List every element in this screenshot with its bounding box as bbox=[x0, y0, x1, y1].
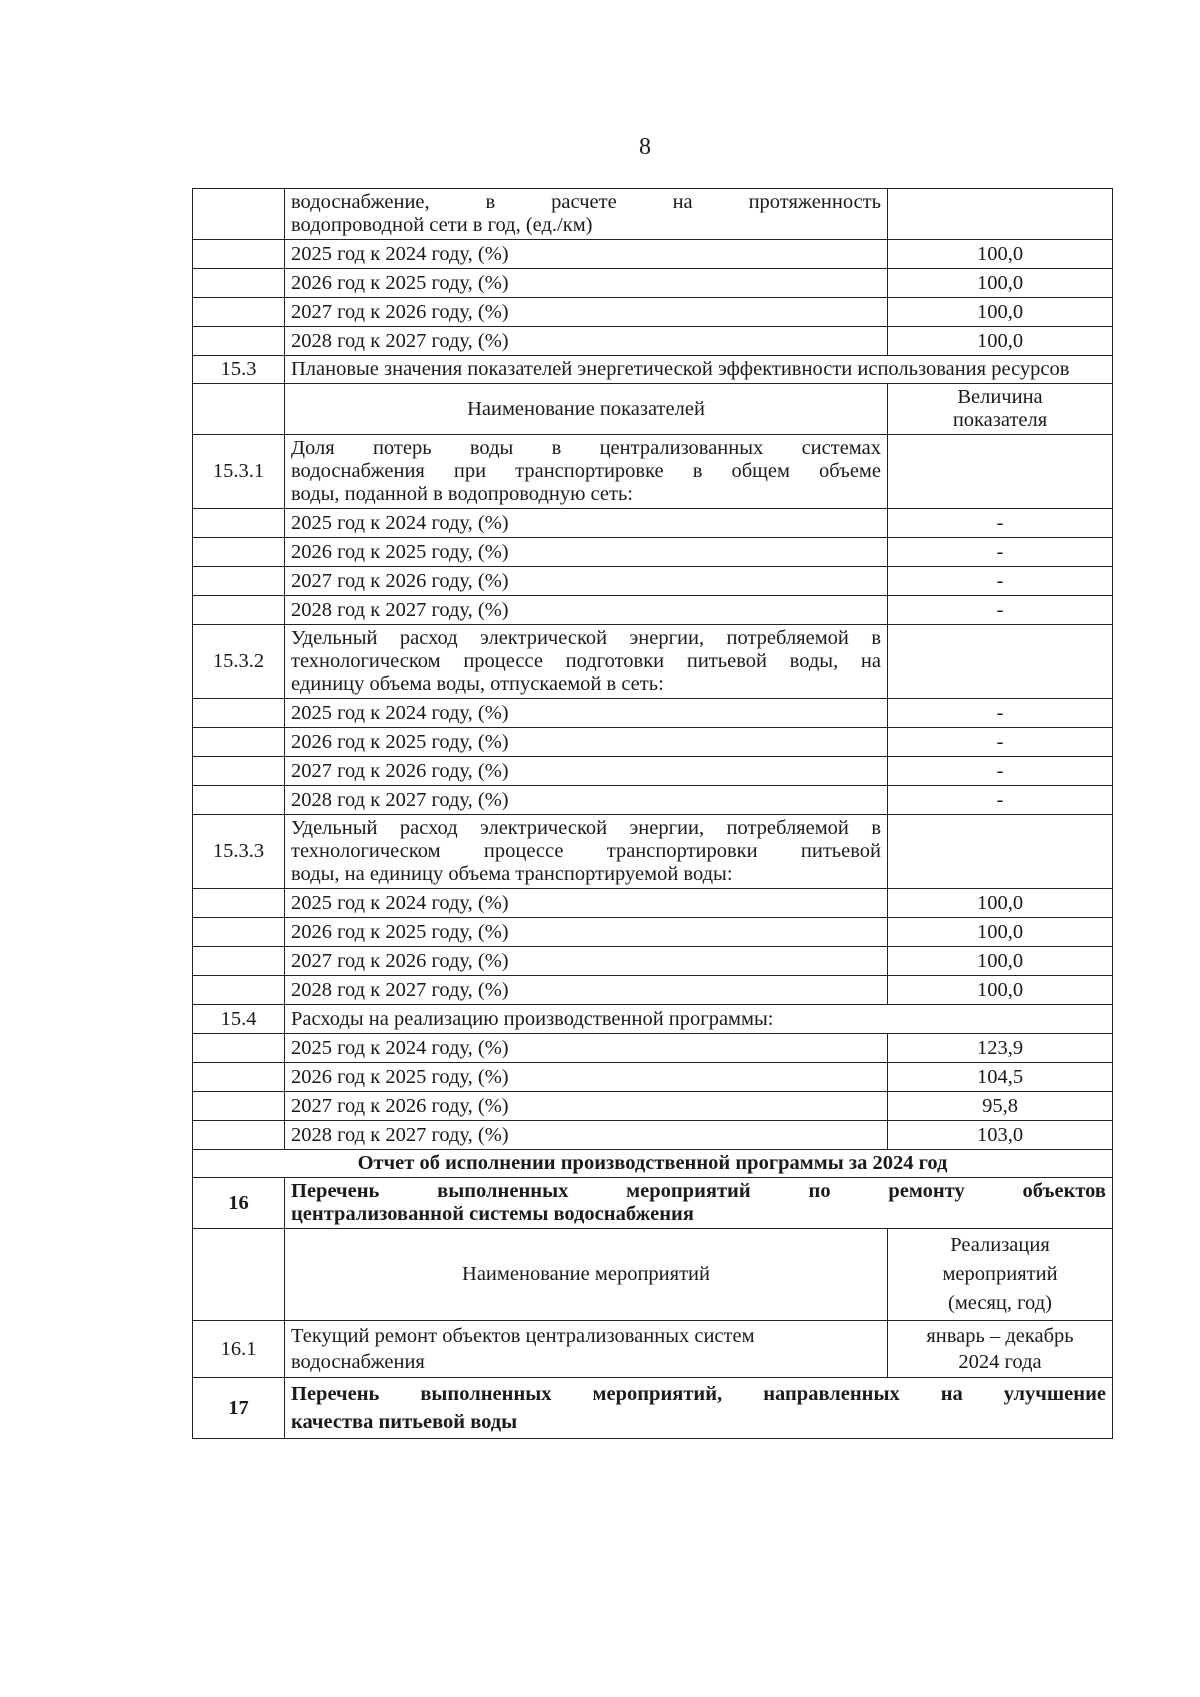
row-value bbox=[888, 189, 1113, 240]
row-number: 17 bbox=[193, 1378, 285, 1439]
table-row bbox=[193, 699, 1113, 728]
table-row bbox=[193, 728, 1113, 757]
column-header-value: Реализация мероприятий (месяц, год) bbox=[888, 1229, 1113, 1321]
page-number: 8 bbox=[639, 134, 651, 160]
year-value: - bbox=[888, 699, 1113, 728]
row-number bbox=[193, 189, 285, 240]
year-label: 2026 год к 2025 году, (%) bbox=[285, 728, 888, 757]
year-value: - bbox=[888, 757, 1113, 786]
year-label: 2028 год к 2027 году, (%) bbox=[285, 596, 888, 625]
table-row bbox=[193, 889, 1113, 918]
year-value: - bbox=[888, 567, 1113, 596]
year-label: 2025 год к 2024 году, (%) bbox=[285, 240, 888, 269]
year-label: 2026 год к 2025 году, (%) bbox=[285, 918, 888, 947]
section-row-15-3 bbox=[193, 356, 1113, 384]
row-number: 15.4 bbox=[193, 1005, 285, 1034]
year-value: 123,9 bbox=[888, 1034, 1113, 1063]
table-row bbox=[193, 786, 1113, 815]
section-title: Перечень выполненных мероприятий, направленных на улучшение качества питьевой воды bbox=[285, 1378, 1113, 1439]
row-number: 16.1 bbox=[193, 1321, 285, 1378]
row-number: 15.3.1 bbox=[193, 435, 285, 509]
table-row bbox=[193, 1034, 1113, 1063]
row-number: 15.3 bbox=[193, 356, 285, 384]
table-row bbox=[193, 269, 1113, 298]
row-number: 15.3.3 bbox=[193, 815, 285, 889]
table-row bbox=[193, 976, 1113, 1005]
table-row bbox=[193, 567, 1113, 596]
column-header-name: Наименование мероприятий bbox=[285, 1229, 888, 1321]
section-title: Перечень выполненных мероприятий по ремонту объектов централизованной системы водоснабжения bbox=[285, 1178, 1113, 1229]
year-value: - bbox=[888, 728, 1113, 757]
column-header-name: Наименование показателей bbox=[285, 384, 888, 435]
table-row bbox=[193, 240, 1113, 269]
table-row bbox=[193, 327, 1113, 356]
table-row bbox=[193, 538, 1113, 567]
year-value: 100,0 bbox=[888, 976, 1113, 1005]
year-value: 100,0 bbox=[888, 298, 1113, 327]
year-value: 100,0 bbox=[888, 889, 1113, 918]
row-text: Удельный расход электрической энергии, потребляемой в технологическом процессе подготовки питьевой воды, на единицу объема воды, отпускаемой в сеть: bbox=[285, 625, 888, 699]
year-value: - bbox=[888, 538, 1113, 567]
table-row bbox=[193, 757, 1113, 786]
year-value: 100,0 bbox=[888, 269, 1113, 298]
column-header-row bbox=[193, 384, 1113, 435]
year-label: 2028 год к 2027 году, (%) bbox=[285, 327, 888, 356]
row-number: 16 bbox=[193, 1178, 285, 1229]
text-line: водоснабжение, в расчете на протяженность bbox=[291, 191, 881, 213]
year-label: 2028 год к 2027 году, (%) bbox=[285, 976, 888, 1005]
year-label: 2025 год к 2024 году, (%) bbox=[285, 889, 888, 918]
year-label: 2025 год к 2024 году, (%) bbox=[285, 1034, 888, 1063]
report-title: Отчет об исполнении производственной программы за 2024 год bbox=[193, 1150, 1113, 1178]
year-value: - bbox=[888, 786, 1113, 815]
table-row bbox=[193, 509, 1113, 538]
table-row bbox=[193, 1092, 1113, 1121]
year-value: 100,0 bbox=[888, 918, 1113, 947]
section-row-15-4 bbox=[193, 1005, 1113, 1034]
section-row-16 bbox=[193, 1178, 1113, 1229]
row-text bbox=[285, 189, 888, 240]
section-row-17 bbox=[193, 1378, 1113, 1439]
year-value: 100,0 bbox=[888, 240, 1113, 269]
column-header-row bbox=[193, 1229, 1113, 1321]
row-number: 15.3.2 bbox=[193, 625, 285, 699]
table-row bbox=[193, 918, 1113, 947]
text-line: водопроводной сети в год, (ед./км) bbox=[291, 214, 593, 236]
table-row bbox=[193, 1063, 1113, 1092]
section-title: Плановые значения показателей энергетической эффективности использования ресурсов bbox=[285, 356, 1113, 384]
year-label: 2025 год к 2024 году, (%) bbox=[285, 699, 888, 728]
year-label: 2027 год к 2026 году, (%) bbox=[285, 757, 888, 786]
section-row-16-1 bbox=[193, 1321, 1113, 1378]
year-value: 104,5 bbox=[888, 1063, 1113, 1092]
year-label: 2026 год к 2025 году, (%) bbox=[285, 538, 888, 567]
year-value: - bbox=[888, 596, 1113, 625]
row-text: Удельный расход электрической энергии, потребляемой в технологическом процессе транспортировки питьевой воды, на единицу объема транспортируемой воды: bbox=[285, 815, 888, 889]
table-row bbox=[193, 189, 1113, 240]
row-text: Текущий ремонт объектов централизованных систем водоснабжения bbox=[285, 1321, 888, 1378]
year-value: 100,0 bbox=[888, 327, 1113, 356]
section-row-15-3-3 bbox=[193, 815, 1113, 889]
year-value: 100,0 bbox=[888, 947, 1113, 976]
year-label: 2028 год к 2027 году, (%) bbox=[285, 786, 888, 815]
indicators-table bbox=[192, 188, 1113, 1439]
year-value: 95,8 bbox=[888, 1092, 1113, 1121]
table-row bbox=[193, 298, 1113, 327]
section-row-15-3-1 bbox=[193, 435, 1113, 509]
year-value: 103,0 bbox=[888, 1121, 1113, 1150]
year-value: - bbox=[888, 509, 1113, 538]
table-row bbox=[193, 947, 1113, 976]
row-value: январь – декабрь 2024 года bbox=[888, 1321, 1113, 1378]
year-label: 2027 год к 2026 году, (%) bbox=[285, 298, 888, 327]
year-label: 2027 год к 2026 году, (%) bbox=[285, 947, 888, 976]
table-row bbox=[193, 596, 1113, 625]
year-label: 2028 год к 2027 году, (%) bbox=[285, 1121, 888, 1150]
table-row bbox=[193, 1121, 1113, 1150]
year-label: 2027 год к 2026 году, (%) bbox=[285, 567, 888, 596]
section-row-15-3-2 bbox=[193, 625, 1113, 699]
report-title-row bbox=[193, 1150, 1113, 1178]
year-label: 2027 год к 2026 году, (%) bbox=[285, 1092, 888, 1121]
year-label: 2026 год к 2025 году, (%) bbox=[285, 1063, 888, 1092]
year-label: 2026 год к 2025 году, (%) bbox=[285, 269, 888, 298]
section-title: Расходы на реализацию производственной программы: bbox=[285, 1005, 1113, 1034]
year-label: 2025 год к 2024 году, (%) bbox=[285, 509, 888, 538]
column-header-value: Величина показателя bbox=[888, 384, 1113, 435]
row-text: Доля потерь воды в централизованных системах водоснабжения при транспортировке в общем объеме воды, поданной в водопроводную сеть: bbox=[285, 435, 888, 509]
